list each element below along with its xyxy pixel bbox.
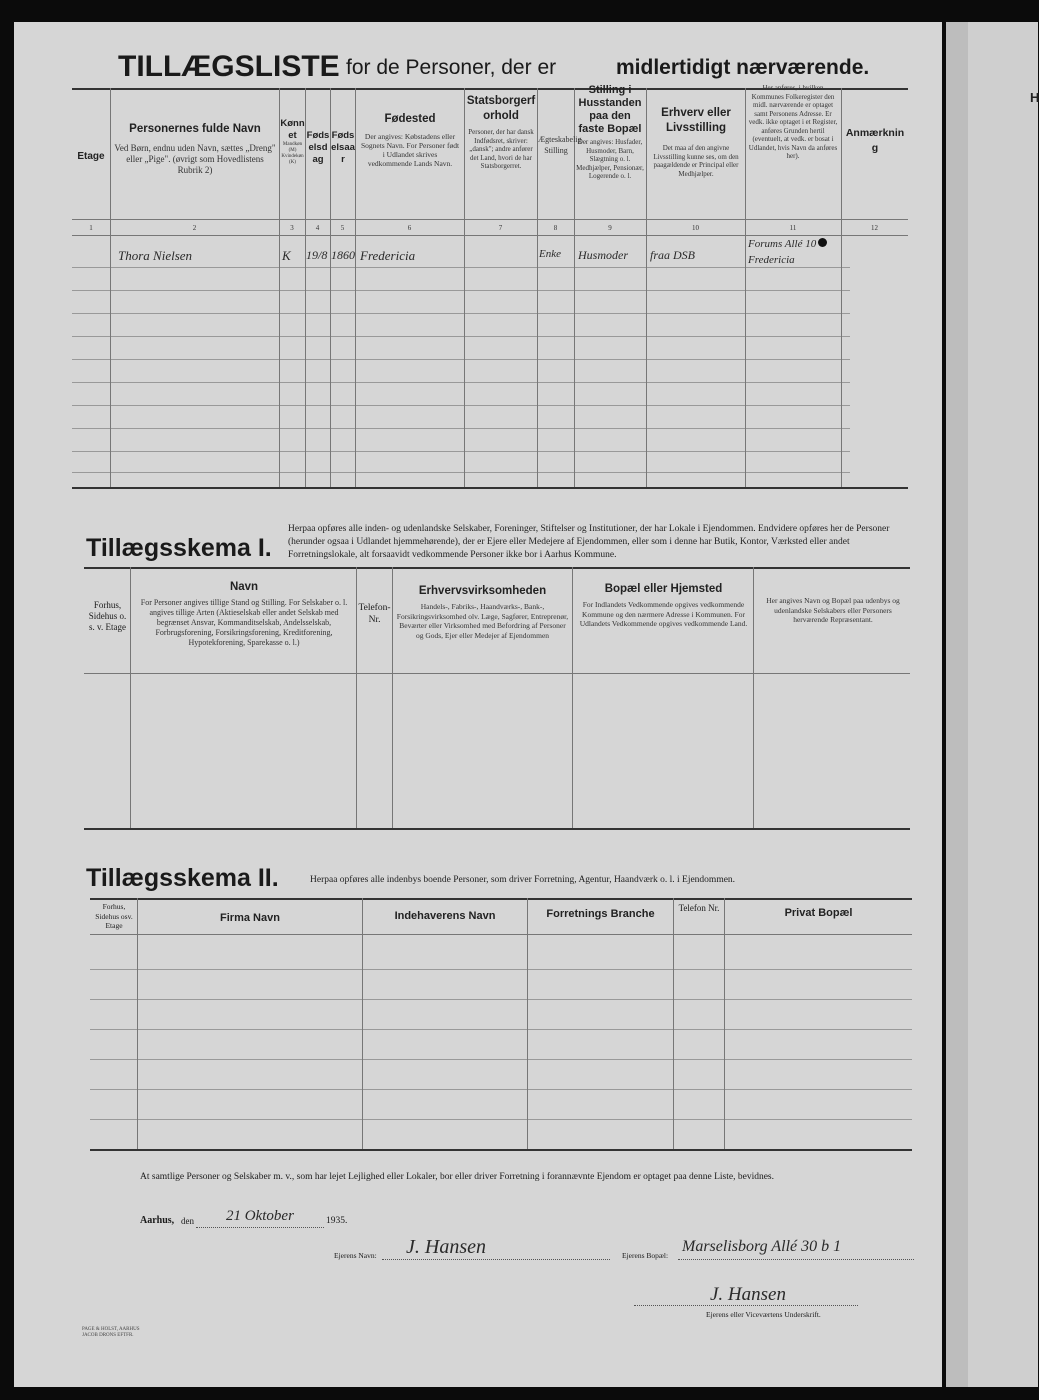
col-line [130,567,131,828]
col-number: 12 [871,224,878,232]
col-line [110,88,111,487]
col-line [724,898,725,1149]
date-handwritten: 21 Oktober [226,1208,294,1224]
col-title: Stilling i Husstanden paa den faste Bopæl [578,84,642,135]
skema2-col-firma: Firma Navn [220,912,280,924]
row-line [90,999,912,1000]
col-number: 1 [89,224,93,232]
col-header-fodselsdag [306,130,330,166]
skema1-intro: Herpaa opføres alle inden- og udenlandske Selskaber, Foreninger, Stiftelser og Institutioner, der har Lokale i Ejendommen. Endvidere opføres her de Personer (herunder ogsaa i Udlandet hjemmehørende), der er Ejere eller Medejere af Ejendommen, eller som i denne har Butik, Kontor, Værksted eller andet Forretningslokale, alt forsaavidt vedkommende Personer ikke bor i Aarhus Kommune. [288,524,890,560]
col-header-adresse [747,84,839,161]
signature-label: Ejerens eller Viceværtens Underskrift. [706,1310,821,1319]
col-title: Fødselsaar [331,130,355,165]
entry-household: Husmoder [578,248,628,262]
col-line [745,88,746,487]
row-line [72,382,850,383]
facing-page [946,22,1038,1387]
ink-blot-icon [818,238,827,247]
row-line [90,1059,912,1060]
col-number: 6 [407,224,412,232]
entry-address-line1: Forums Allé 10 [748,238,817,250]
col-sub: For Personer angives tillige Stand og Stilling. For Selskaber o. l. angives tillige Arten (Aktieselskab eller andet Selskab med begrænset Ansvar, Kommanditselskab, Andelsselskab, Forbrugsforening, Forsikringsforening, Kreditforening, Hypotekforening, Sparekasse o. l.) [140,598,348,647]
col-sub: Mandkøn (M) Kvindekøn (K) [281,142,304,165]
col-line [646,88,647,487]
col-header-etage: Etage [77,151,105,162]
skema1-col-telefon: Telefon-Nr. [358,603,391,625]
skema1-title: Tillægsskema I. [86,534,272,562]
skema2-col-telefon: Telefon Nr. [678,903,720,913]
col-header-anmaerkning: Anmærkning [845,127,905,154]
col-number: 7 [498,224,503,232]
row-line [90,969,912,970]
row-line [72,336,850,337]
col-line [355,88,356,487]
skema1-col-repraesentant [758,596,908,625]
signature: J. Hansen [710,1284,786,1305]
entry-sex: K [282,248,291,263]
col-number: 3 [290,224,294,232]
col-line [464,88,465,487]
col-line [392,567,393,828]
rule [84,673,910,674]
den-label: den [181,1216,194,1226]
rule [72,487,908,489]
col-sub: Der angives: Husfader, Husmoder, Barn, Slægtning o. l. Medhjælper, Pensionær, Logerende o. l. [576,138,644,180]
row-line [90,1119,912,1120]
rule [90,934,912,935]
col-header-erhverv [650,106,742,178]
entry-birthplace: Fredericia [360,248,416,263]
entry-name: Thora Nielsen [118,248,193,263]
page-fold [946,22,968,1387]
skema2-col-privat-bopael: Privat Bopæl [784,907,853,919]
skema1-col-bopael [576,582,751,629]
col-line [362,898,363,1149]
rule [90,1149,912,1151]
rule [72,235,908,236]
entry-address-line2: Fredericia [748,254,795,266]
owner-address-label: Ejerens Bopæl: [622,1251,669,1260]
col-sub: Det maa af den angivne Livsstilling kunne ses, om den paagældende er Principal eller Medhjælper. [653,144,739,178]
owner-name: J. Hansen [406,1236,486,1258]
col-header-aegteskab [538,134,582,156]
col-title: Fødested [384,113,436,125]
city-label: Aarhus, [140,1215,175,1226]
row-line [90,1089,912,1090]
owner-address-line [678,1259,914,1260]
owner-name-label: Ejerens Navn: [334,1251,377,1260]
col-sub: Handels-, Fabriks-, Haandværks-, Bank-, Forsikringsvirksomhed olv. Læge, Sagfører, Entreprenør, Beværter eller Virksomhed med Befordring af Personer og Gods, Ejer eller Medejer af Ejendommen [396,602,569,640]
skema2-col-etage: Forhus, Sidehus osv. Etage [95,902,133,930]
col-number: 9 [608,224,612,232]
row-line [72,405,850,406]
col-line [753,567,754,828]
row-line [72,267,850,268]
rule [84,828,910,830]
skema1-col-erhverv [395,584,570,640]
date-line [196,1227,324,1228]
entry-birthyear: 1860 [331,248,355,262]
form-page [14,22,942,1387]
main-title-rest: for de Personer, der er [346,56,557,79]
col-sub: Her angives Navn og Bopæl paa udenbys og udenlandske Selskabers eller Personers herværende Repræsentant. [766,596,900,624]
col-header-navn [114,122,276,176]
skema2-col-indehaver: Indehaverens Navn [394,910,496,922]
col-header-fodselsaar [331,130,355,166]
row-line [72,313,850,314]
col-title: Statsborgerforhold [466,95,536,122]
col-sub: Ved Børn, endnu uden Navn, sættes „Dreng" eller „Pige". (øvrigt som Hovedlistens Rubrik 2) [114,143,276,175]
col-title: Erhvervsvirksomheden [418,585,547,597]
declaration-text: At samtlige Personer og Selskaber m. v., som har lejet Lejlighed eller Lokaler, bor eller driver Forretning i forannævnte Ejendom er optaget paa denne Liste, bevidnes. [140,1172,774,1182]
col-line [527,898,528,1149]
entry-occupation: fraa DSB [650,248,695,262]
col-line [673,898,674,1149]
facing-page-letter: H [1030,90,1039,105]
col-title: Erhverv eller Livsstilling [661,107,731,134]
col-title: Personernes fulde Navn [129,123,261,135]
row-line [72,472,850,473]
main-title-bold: midlertidigt nærværende. [616,56,870,79]
col-sub: Der angives: Købstadens eller Sognets Navn. For Personer født i Udlandet skrives vedkommende Lands Navn. [360,132,460,168]
row-line [72,451,850,452]
col-number: 4 [315,224,320,232]
col-title: Ægteskabelig Stilling [538,135,582,155]
col-title: Fødselsdag [306,130,330,165]
col-number: 5 [340,224,345,232]
col-title: Kønnet [280,118,305,141]
col-title: Navn [229,581,259,593]
col-header-kon [280,118,305,166]
col-sub: Personer, der har dansk Indfødsret, skriver: „dansk"; andre anfører det Land, hvori de har Statsborgerret. [468,128,534,170]
printer-imprint: PAGE & HOLST, AARHUS JACOB DRONS EFTFR. [82,1327,140,1338]
col-number: 10 [692,224,699,232]
rule [72,219,908,220]
row-line [72,359,850,360]
row-line [72,428,850,429]
col-line [574,88,575,487]
col-line [137,898,138,1149]
col-header-statsborger [466,94,536,171]
entry-marital: Enke [539,248,561,260]
year-label: 1935. [326,1216,348,1226]
main-title: TILLÆGSLISTE [118,50,340,83]
col-sub: Her anføres, i hvilken Kommunes Folkeregister den midl. nærværende er optaget samt Personens Adresse. Er vedk. ikke optaget i et Register, anføres Grunden hertil (eventuelt, at vedk. er bosat i Udlandet, hvis Navn da anføres her). [748,84,838,160]
col-header-fodested [360,112,460,168]
row-line [72,290,850,291]
skema1-col-etage: Forhus, Sidehus o. s. v. Etage [88,600,127,632]
entry-birthday: 19/8 [306,248,328,262]
owner-name-line [382,1259,610,1260]
col-line [841,88,842,487]
col-title: Bopæl eller Hjemsted [604,583,723,595]
col-number: 11 [789,224,797,232]
rule [84,567,910,569]
col-number: 8 [553,224,558,232]
col-number: 2 [192,224,197,232]
skema2-col-branche: Forretnings Branche [546,908,655,920]
col-line [572,567,573,828]
col-header-stilling [576,84,644,181]
row-line [90,1029,912,1030]
rule [90,898,912,900]
skema2-title: Tillægsskema II. [86,864,279,892]
col-sub: For Indlandets Vedkommende opgives vedkommende Kommune og den nærmere Adresse i Kommunen. For Udlandets Vedkommende opgives vedkommende Land. [579,600,748,628]
skema2-intro: Herpaa opføres alle indenbys boende Personer, som driver Forretning, Agentur, Haandværk o. l. i Ejendommen. [310,875,736,885]
owner-address: Marselisborg Allé 30 b 1 [682,1238,842,1255]
skema1-col-navn [134,580,354,648]
